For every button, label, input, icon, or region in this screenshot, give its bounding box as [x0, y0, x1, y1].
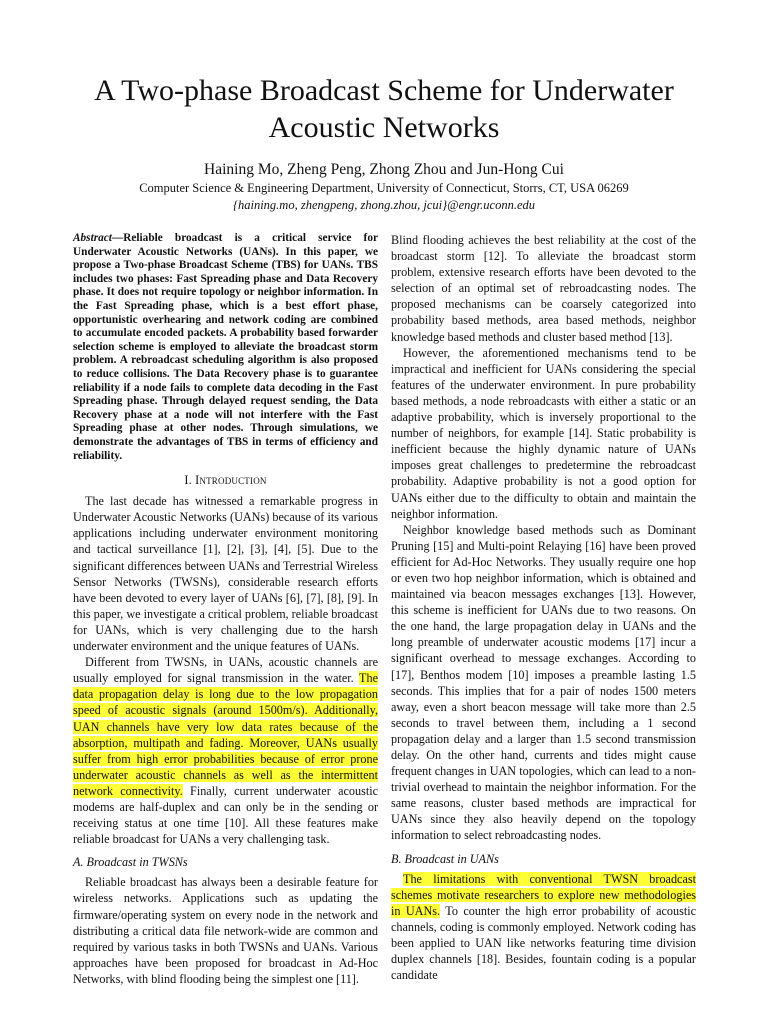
subsection-heading-uans: B. Broadcast in UANs	[391, 851, 499, 866]
abstract	[73, 232, 378, 463]
highlighted-text: The limitations with conventional TWSN broadcast schemes motivate researchers to explore new methodologies in UANs.	[391, 871, 696, 918]
paper-authors: Haining Mo, Zheng Peng, Zhong Zhou and Jun-Hong Cui	[204, 161, 564, 178]
highlighted-text: The data propagation delay is long due to the low propagation speed of acoustic signals (around 1500m/s). Additionally, UAN channels have very low data rates because of the absorption, multipath and fading. Moreover, UANs usually suffer from high error probabilities because of error prone underwater acoustic channels as well as the intermittent network connectivity.	[73, 671, 378, 798]
left-column	[73, 232, 378, 987]
abstract-dash: —	[111, 232, 124, 244]
paper-emails: {haining.mo, zhengpeng, zhong.zhou, jcui}@engr.uconn.edu	[232, 198, 536, 212]
right-paragraph-2: However, the aforementioned mechanisms tend to be impractical and inefficient for UANs considering the special features of the underwater environment. In pure probability based methods, a node rebroadcasts with either a static or an adaptive probability, which is inversely proportional to the number of neighbors, for example [14]. Static probability is inefficient because the highly dynamic nature of UANs imposes great challenges to predetermine the rebroadcast probability. Adaptive probability is not a good option for UANs either due to the difficulty to obtain and maintain the neighbor information.	[391, 345, 696, 521]
abstract-label: Abstract	[73, 232, 112, 244]
uan-paragraph-1	[391, 871, 696, 984]
twsn-paragraph-1: Reliable broadcast has always been a desirable feature for wireless networks. Applications such as updating the firmware/operating system on every node in the network and distributing a critical data file network-wide are common and required by various tasks in both TWSNs and UANs. Various approaches have been proposed for broadcast in Ad-Hoc Networks, with blind flooding being the simplest one [11].	[73, 875, 378, 986]
subsection-heading-twsns: A. Broadcast in TWSNs	[73, 855, 188, 870]
intro-paragraph-1: The last decade has witnessed a remarkable progress in Underwater Acoustic Networks (UANs) because of its various applications including underwater environment monitoring and tactical surveillance [1], [2], [3], [4], [5]. Due to the significant differences between UANs and Terrestrial Wireless Sensor Networks (TWSNs), considerable research efforts have been devoted to every layer of UANs [6], [7], [8], [9]. In this paper, we investigate a critical problem, reliable broadcast for UANs, which is very challenging due to the harsh underwater environment and the unique features of UANs.	[73, 494, 378, 654]
intro-paragraph-2	[73, 654, 378, 847]
intro-p2-text-end: Finally, current underwater acoustic modems are half-duplex and can only be in the sending or receiving status at one time [10]. All these features make reliable broadcast for UANs a very challenging task.	[73, 783, 379, 847]
paper-title: A Two-phase Broadcast Scheme for Underwater Acoustic Networks	[94, 74, 674, 144]
section-heading-introduction	[73, 472, 378, 488]
section-title: Introduction	[195, 473, 267, 488]
right-paragraph-3: Neighbor knowledge based methods such as Dominant Pruning [15] and Multi-point Relaying [16] have been proved efficient for Ad-Hoc Networks. They usually require one hop or even two hop neighbor information, which is obtained and maintained via beacon messages exchanges [13]. However, this scheme is inefficient for UANs due to two reasons. On the one hand, the large propagation delay in UANs and the long preamble of underwater acoustic modems [17] incur a significant overhead to message exchanges. According to [17], Benthos modem [10] imposes a preamble lasting 1.5 seconds. This implies that for a pair of nodes 1500 meters away, even a short beacon message will take more than 2.5 seconds to travel between them, including a 1 second propagation delay and a larger than 1.5 second transmission delay. On the other hand, currents and tides might cause frequent changes in UAN topologies, which can lead to a non-trivial overhead to maintain the neighbor information. For the same reasons, cluster based methods are impractical for UANs since they also heavily depend on the topology information to select rebroadcasting nodes.	[391, 522, 696, 843]
right-paragraph-1: Blind flooding achieves the best reliability at the cost of the broadcast storm [12]. To alleviate the broadcast storm problem, extensive research efforts have been devoted to the selection of an optimal set of rebroadcasting nodes. The proposed mechanisms can be coarsely categorized into probability based methods, area based methods, neighbor knowledge based methods and cluster based method [13].	[391, 233, 696, 344]
uan-p1-text: To counter the high error probability of acoustic channels, coding is commonly employed. Network coding has been applied to UAN like networks featuring time division duplex channels [18]. Besides, fountain coding is a popular candidate	[391, 903, 696, 983]
intro-p2-text: Different from TWSNs, in UANs, acoustic channels are usually employed for signal transmission in the water.	[73, 655, 378, 686]
right-column	[391, 232, 696, 983]
section-number: I.	[184, 473, 196, 488]
paper-affiliation: Computer Science & Engineering Department, University of Connecticut, Storrs, CT, USA 06269	[139, 181, 629, 195]
abstract-text: Reliable broadcast is a critical service for Underwater Acoustic Networks (UANs). In this paper, we propose a Two-phase Broadcast Scheme (TBS) for UANs. TBS includes two phases: Fast Spreading phase and Data Recovery phase. It does not require topology or neighbor information. In the Fast Spreading phase, which is a best effort phase, opportunistic overhearing and network coding are combined to accumulate encoded packets. A probability based forwarder selection scheme is employed to alleviate the broadcast storm problem. A rebroadcast scheduling algorithm is also proposed to reduce collisions. The Data Recovery phase is to guarantee reliability if a node fails to complete data decoding in the Fast Spreading phase. Through delayed request sending, the Data Recovery phase at a node will not interfere with the Fast Spreading phase at other nodes. Through simulations, we demonstrate the advantages of TBS in terms of efficiency and reliability.	[73, 232, 378, 462]
